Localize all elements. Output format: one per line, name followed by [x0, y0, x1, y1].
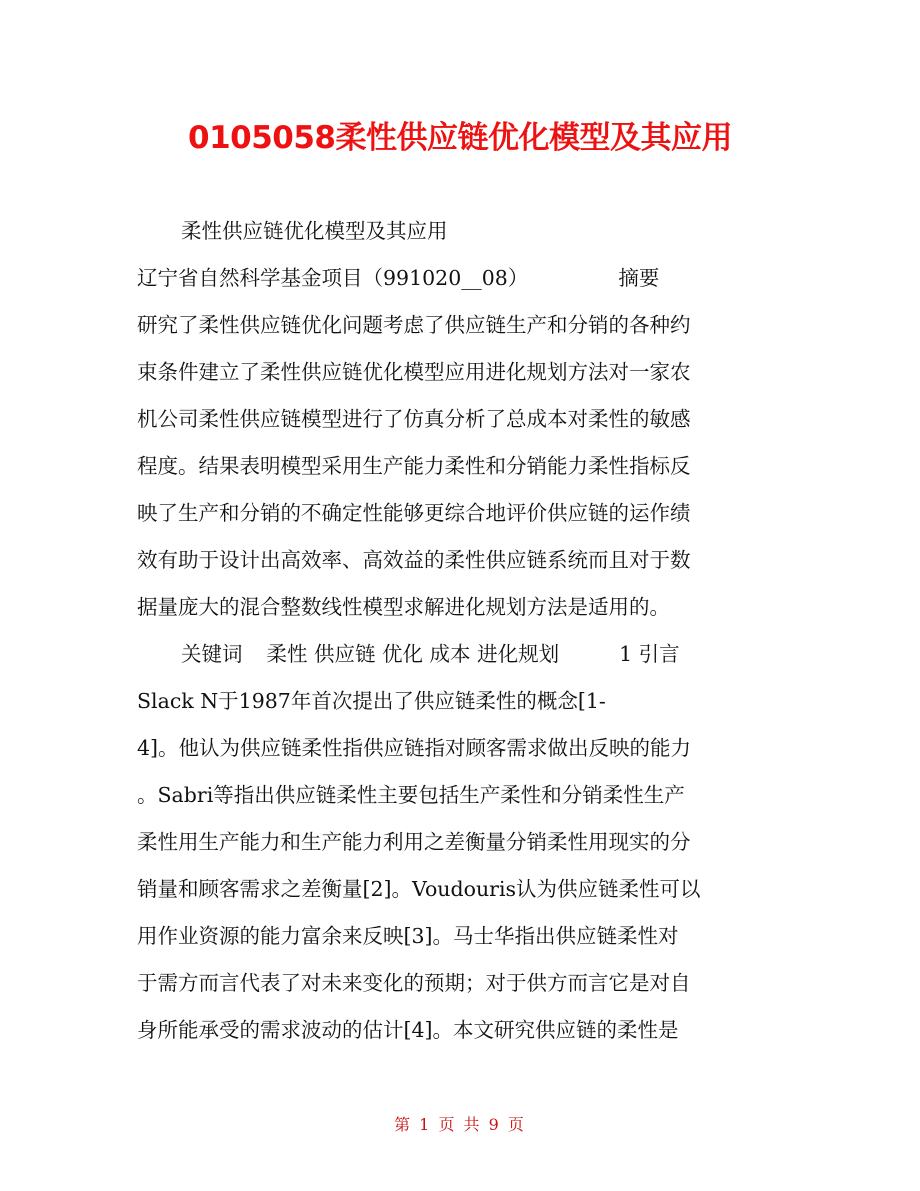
paragraph-line: 效有助于设计出高效率、高效益的柔性供应链系统而且对于数 [137, 548, 691, 572]
paragraph-line: 柔性用生产能力和生产能力利用之差衡量分销柔性用现实的分 [137, 830, 691, 854]
paragraph-line: 身所能承受的需求波动的估计[4]。本文研究供应链的柔性是 [137, 1018, 679, 1042]
paragraph-line: 据量庞大的混合整数线性模型求解进化规划方法是适用的。 [137, 595, 670, 619]
paragraph-line: 映了生产和分销的不确定性能够更综合地评价供应链的运作绩 [137, 501, 691, 525]
paragraph-line: 用作业资源的能力富余来反映[3]。马士华指出供应链柔性对 [137, 924, 679, 948]
paragraph-line: 束条件建立了柔性供应链优化模型应用进化规划方法对一家农 [137, 360, 691, 384]
document-title: 0105058柔性供应链优化模型及其应用 [188, 120, 732, 156]
paragraph-line: 程度。结果表明模型采用生产能力柔性和分销能力柔性指标反 [137, 454, 691, 478]
paragraph-line: 机公司柔性供应链模型进行了仿真分析了总成本对柔性的敏感 [137, 407, 691, 431]
paragraph-line: 。Sabri等指出供应链柔性主要包括生产柔性和分销柔性生产 [137, 783, 685, 807]
abstract-heading: 摘要 [618, 266, 660, 290]
fund-line [137, 255, 787, 302]
paragraph-line: 研究了柔性供应链优化问题考虑了供应链生产和分销的各种约 [137, 313, 691, 337]
subtitle-line [137, 208, 787, 255]
paragraph-line: 4]。他认为供应链柔性指供应链指对顾客需求做出反映的能力 [137, 736, 692, 760]
keywords: 柔性 供应链 优化 成本 进化规划 [266, 642, 560, 666]
paragraph-line: Slack N于1987年首次提出了供应链柔性的概念[1- [137, 689, 606, 713]
document-body [137, 208, 787, 1054]
paragraph-line: 于需方而言代表了对未来变化的预期；对于供方而言它是对自 [137, 971, 691, 995]
paragraph-line: 销量和顾客需求之差衡量[2]。Voudouris认为供应链柔性可以 [137, 877, 701, 901]
keywords-line [137, 631, 787, 678]
fund-project: 辽宁省自然科学基金项目（991020__08） [137, 266, 529, 290]
page-number-footer: 第 1 页 共 9 页 [394, 1115, 526, 1134]
keywords-label: 关键词 [181, 642, 243, 666]
section-heading: 1 引言 [619, 642, 680, 666]
subtitle: 柔性供应链优化模型及其应用 [181, 219, 448, 243]
